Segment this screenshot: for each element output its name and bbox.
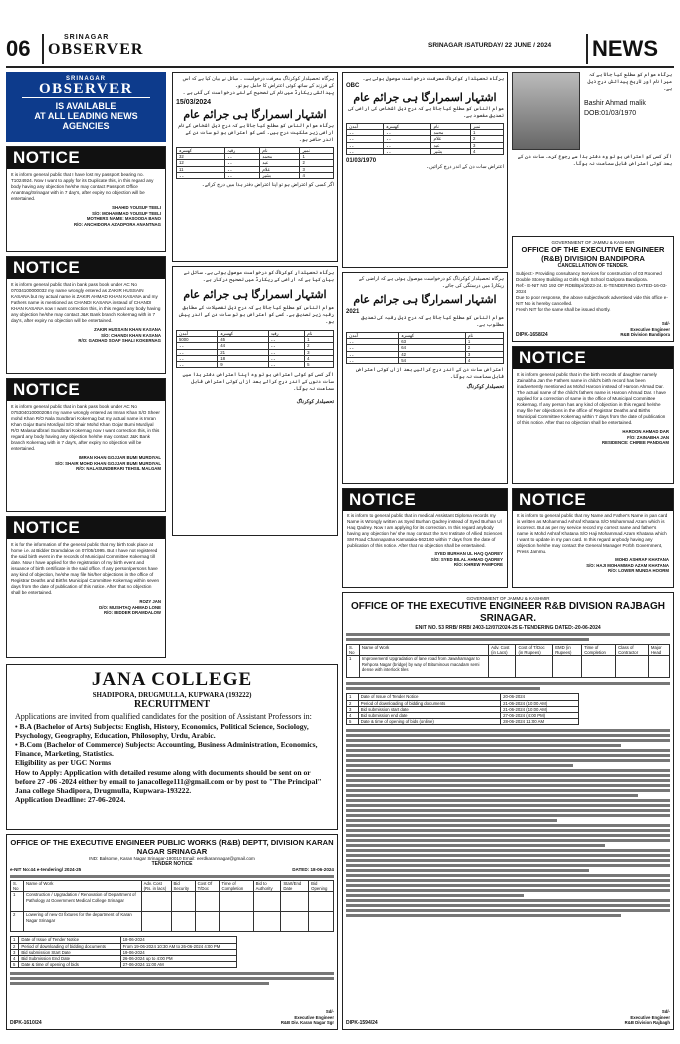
text-lines [10,972,334,975]
photo-notice [512,72,674,232]
notice-body: It is inform general public that in bank pass book under AC No 0753040100002084 my name wrongly entered as Imran Khan S/O Sheer mohd Khan R/O Nala Sundbrari Kokernag but my actual name is Imran Khan Gojar Bumi Mordiyal S/O Shair Mohd Khan Gojar Bumi Murdiyal R/O Malasundbrari Sundbrari Kokernag now I want correction this, in this regard any body having any objection he/she may contact J&K Bank branch Kokernag with in 7 day's, after expiry no objection will be entertained. [11,404,160,451]
signatory-sd: Sd/- [661,321,670,327]
signatory-address: R/O: LOWER MUNDA HOORM [608,568,669,574]
notice-passport [6,146,166,252]
signatory-name: HAROON AHMAD DAR [622,429,669,434]
signatory-father: D/O: MUSHTAQ AHMAD LONE [99,604,161,610]
urdu-land-table: کھسرہ رقبہ نام نمبر 32 ۔۔ محمد 1 12 ۔۔ عبد 2 11 ۔۔ غلام 3 ۔۔ ۔۔ بشیر 4 [176,147,334,179]
th-class: Class of Contractor [616,645,649,656]
masthead-title: OBSERVER [48,41,144,58]
notice-title: NOTICE [7,147,165,169]
notice-birth-rozy [6,516,166,658]
karan-nagar-tender [6,834,338,1030]
urdu-text: ہرگاہ عوام الناس کو مطلع کیا جاتا ہے کہ درج ذیل اشخاص کے نام اراضی زیر ملکیت درج ہیں۔ کسی کو اعتراض ہو تو سات دن کے اندر حاضر ہو۔ [178,123,334,143]
recruitment-intro: Applications are invited from qualified candidates for the position of Assistant Professors in: [15,712,312,721]
text-lines [10,875,334,878]
page-number: 06 [6,36,31,61]
person-name: Bashir Ahmad malik [584,100,646,107]
schedule-value: 19-06-2024 [120,949,236,955]
tender-table: S. No Name of Work Adv. Cost (in Lacs) Cost of T/Doc (in Rupees) EMD (in Rupees) Time of Completion Class of Contractor Major Head 1 Improvement/ Upgradation of lane road from Jawaharnagar to Rehpora Nagar (bridge) by way of Bituminous macadam semi dense with interlock tiles [346,644,670,678]
promo-line2: AT ALL LEADING NEWS [34,111,138,121]
th-authority: Bid to Authority [253,881,281,892]
notice-body: It is inform to general public that my Name and Father's Name in pan card is written as Mohammad Ashraf Khatana S/O Mohammad Azam which is incorrect. But as per my service record my correct name and father's name is Mohd Ashraf Khatana S/O Haji Mohammad Azam Khatana which I want to update in my pan card. In this regard anybody having any objection he/she may contact the General Manager Pcrbh Government, Press Jammu. [517,513,668,554]
schedule-value: From 19-06-2024 10:30 AM to 26-06-2024 4:00 PM [120,943,236,949]
recruitment-heading: RECRUITMENT [133,699,211,710]
schedule-value: 20-06-2024 [501,694,579,700]
dateline: SRINAGAR /SATURDAY/ 22 JUNE / 2024 [428,42,552,49]
tender-cancel: Due to poor response, the above subject/work advertised vide this office e-NIT No is hereby cancelled. [516,295,668,306]
th-security: Bid Security [171,881,195,892]
college-title: JANA COLLEGE [91,669,253,690]
urdu-obc: OBC [346,83,360,89]
signatory-name: ZAKIR HUSSAIN KHAN KASANA [94,327,161,332]
urdu-land-table: آمدن کھسرہ نام نمبر ۔۔ ۔۔ محمد 1 ۔۔ ۔۔ غلام 2 ۔۔ ۔۔ عبد 3 ۔۔ ۔۔ بشیر 4 [346,123,504,155]
dipr-number: DIPK-1594/24 [346,1020,378,1026]
schedule-value: 18-06-2024 [120,937,236,943]
notice-body: It is inform general public that I have lost my passport bearing no. T1024924. Now I want to apply for its Duplicate this, in this regard any body having any objection he/she may contact Passport Office Anantnag/Srinagar with in 7 day's, after expiry no objection will be entertained. [11,172,154,201]
urdu-heading: اشتہار اسمرارگا ہی جرائم عام [183,289,327,301]
schedule-label: Bid submission start date [358,706,500,712]
urdu-year: 2021 [346,309,360,315]
signatory-relation: F/O: ZAINABHA JAN [627,434,669,440]
work-name: Construction / Upgradation / Renovation of Department of Pathology at Government Medical College Srinagar [24,892,142,912]
office-title: OFFICE OF THE EXECUTIVE ENGINEER R&B DIVISION RAJBAGH SRINAGAR. [351,601,665,624]
notice-title: NOTICE [7,379,165,401]
text-lines [10,977,334,980]
urdu-date: 15/03/2024 [176,99,212,106]
schedule-label: Date & time of opening of bids (online) [358,719,500,725]
urdu-text: عوام الناس کو مطلع کیا جاتا ہے کہ درج ذیل اشخاص کی اراضی کی تصدیق مقصود ہے۔ [348,106,504,119]
urdu-heading: اشتہار اسمرارگا ہی جرائم عام [183,109,327,121]
th-dates: Start/End Date [281,881,309,892]
bcom-subjects: • B.Com (Bachelor of Commerce) Subjects: Accounting, Business Administration, Economics, Finance, Marketing, Statistics. [15,739,318,759]
notice-body: It is for the information of the general public that my birth took place at home i.e. at Bidder Dramdalow on 07/05/1995. But I have not registered the said birth event in the records of Municipal Committee Kokernag till date. Now I have applied for the registration of my birth event and issuance of birth certificate in the said office. If any person/persons have any kind of objection, he/she may file his/her objections in the office of Registrar Deaths and Births Municipal Committee Kokernag within seven days from the date of publication of this notice. After that no objection shall be entertained. [11,542,160,595]
eligibility: Eligibility as per UGC Norms [15,758,112,768]
schedule-label: Bid Submission End Date [19,956,120,962]
promo-brand: OBSERVER [22,82,150,98]
ba-subjects: • B.A (Bachelor of Arts) Subjects: English, History, Economics, Political Science, Sociology, Psychology, Geography, Education, Philosophy, Urdu, Arabic. [15,721,309,740]
urdu-text: عوام الناس کو مطلع کیا جاتا ہے کہ درج ذیل تفصیلات کے مطابق رقبہ زیر تصدیق ہے۔ کسی کو اعتراض ہو تو سات دن کے اندر پیش ہو۔ [178,305,334,325]
tender-dated: DATED: 18-06-2024 [292,867,334,872]
promo-box [6,72,166,142]
tender-table: S. No Name of Work Adv. Cost (Rs. in lacs) Bid Security Cost Of T/Doc Time of Completion Bid to Authority Start/End Date Bid Opening 1 Construction / Upgradation / Renovation of Department of Pathology at Government Medical College Srinagar 2 Lowering of new GI fixtures for the department of Karan Nagar Srinagar [10,880,334,932]
tender-ref: Ref:- E-NIT NO 192 OF RDB/Bpr/2023-24. E-TENDERING DATED-16-03-2024 [516,283,667,294]
urdu-text: ہرگاہ تحصیلدار کوکرناگ معرفت درخواست ۔ سائل نے بیان کیا ہے کہ اس کے فرزند کے ساتھ کوئی اعتراض کا حامل ہو تو۔ [182,76,334,89]
text-lines [346,687,540,690]
govt-line: GOVERNMENT OF JAMMU & KASHMIR [551,240,635,245]
signatory-address: R/O: GADHAD SOAF SHALI KOKERNAG [78,338,161,344]
office-subtitle: IND: Balsome, Karan Nagar Srinagar-190010 Email: eerdkarannagar@gmail.com [89,856,255,861]
notice-title: NOTICE [343,489,507,511]
promo-line1: IS AVAILABLE [55,101,117,111]
schedule-label: Date of Issue of Tender Notice [358,694,500,700]
text-lines [346,638,589,641]
urdu-text: اگر کسی کو اعتراض ہو تو اپنا اعتراض دفتر ہذا میں درج کرائے۔ [201,182,334,189]
signatory-address: R/O: ANCHIDORA AZADPORA ANANTNAG [73,221,161,227]
terms-text-block [346,729,670,917]
signatory-address: R/O: BIDDER DRAMDALOW [103,610,161,616]
th-work: Name of Work [359,645,488,656]
urdu-land-table: آمدن کھسرہ رقبہ نام 5000 45 ۔۔ 1 ۔۔ 44 ۔۔ 2 ۔۔ 21 ۔۔ 3 ۔۔ 18 ۔۔ 4 ۔۔ 9 ۔۔ 5 [176,330,334,368]
urdu-text: پیدائشی ریکارڈ میں نام کی تصحیح کے لئے درخواست کی گئی ہے ۔ [182,90,334,96]
urdu-signature: تحصیلدار کوکرناگ [296,399,334,406]
urdu-signature: تحصیلدار کوکرناگ [466,384,504,391]
notice-body: It is inform general public that in bank pass book under AC No 07034100000032 my name wrongly entered as ZAKIR HUSSAIN KASANA but my actual name is ZAKIR AHMAD KHAN KASANA and my Fathers name is mentioned as CHANDI KASANA instead of CHANDI KHAN KASANA now I want correction this, in this regard any body having any objection he/she may contact J&K Bank branch Kokernag with in 7 day's, after expiry no objection will be entertained. [11,282,161,323]
schedule-label: Period of downloading of bidding documents [19,943,120,949]
portrait-photo [512,72,580,150]
office-subtitle: ENIT NO. 53 RRB/ RRB/ 2403-12/07/2024-25 E-TENDERING DATED:-20-06-2024 [415,625,601,631]
th-tdoc: Cost Of T/Doc [195,881,219,892]
signatory-father: S/O: MOHAMMAD YOUSUF TEELI [92,210,161,216]
urdu-notice-top-right [342,72,508,268]
work-name: Lowering of new GI fixtures for the department of Karan Nagar Srinagar [24,912,142,932]
urdu-text: ہرگاہ تحصیلدار کوکرناگ کو درخواست موصول ہوئی ہے کہ اراضی کے ریکارڈ میں درستگی کی جائے۔ [358,276,504,289]
signatory-sd: Sd/- [325,1009,334,1015]
tender-ref: e-NIT No:44 e-tendering/ 2024-25 [10,867,82,872]
urdu-notice-bottom-middle [172,266,338,536]
urdu-date: 01/03/1970 [346,158,377,165]
schedule-value: 26-06-2024 up to 4:00 PM [120,956,236,962]
dipr-number: DIPK-1610/24 [10,1020,42,1026]
work-name: Improvement/ Upgradation of lane road from Jawaharnagar to Rehpora Nagar (bridge) by way of Bituminous macadam semi dense with interlock tiles [359,656,488,678]
signatory-office: R&B Division Rajbagh [624,1020,670,1026]
signatory-name: ROZY JAN [139,599,161,604]
dipr-number: DIPK-1658/24 [516,332,548,338]
schedule-label: Bid submission Start Date [19,949,120,955]
th-cost: Adv. Cost (Rs. in lacs) [141,881,171,892]
signatory-address: R/O: KHREW PAMPORE [453,562,503,568]
schedule-value: 28-06-2024 11:00 AM [501,719,579,725]
signatory-name: SYED BURHAN UL HAQ QADREY [434,551,503,556]
th-opening: Bid Opening [309,881,334,892]
signatory-name: MOHD ASHRAF KHATANA [615,557,669,562]
how-to-apply: How to Apply: Application with detailed resume along with documents should be sent on or before 27 -06 -2024 either by email to janacollege111@gmail.com or by post to "The Principal" Jana college Shadipora, Drugmulla, Kupwara-193222. [15,767,322,795]
promo-top: SRINAGAR [65,76,106,82]
th-work: Name of Work [24,881,142,892]
rajbagh-tender [342,592,674,1030]
th-time: Time of Completion [582,645,616,656]
bandipora-tender [512,236,674,342]
tender-label: TENDER NOTICE [151,861,193,867]
tender-fresh: Fresh NIT for the same shall be issued shortly. [516,307,611,312]
schedule-value: 21-06-2024 (10:00 AM) [501,706,579,712]
schedule-value: 27-06-2024 (4:00 PM) [501,713,579,719]
signatory-father: S/O: CHANDI KHAN KASANA [101,332,161,338]
signatory-name: IMRAN KHAN GOJJAR BUMI MURDIYAL [78,455,161,460]
signatory-mother: MOTHERS NAME: MASOODA BANO [86,216,161,222]
office-title: OFFICE OF THE EXECUTIVE ENGINEER PUBLIC WORKS (R&B) DEPTT, DIVISION KARAN NAGAR SRINAGAR [10,838,334,856]
signatory-father: S/O: SYED BILAL AHMAD QADREY [430,556,503,562]
schedule-table: 1 Date of Issue of Tender Notice 18-06-2024 2 Period of downloading of bidding documents From 19-06-2024 10:30 AM to 26-06-2024 4:00 PM 3 Bid submission Start Date 19-06-2024 4 Bid Submission End Date 26-06-2024 up to 4:00 PM 5 Date & time of opening of bids 27-06-2024 11:00 AM [10,936,237,968]
urdu-text: عوام الناس کو مطلع کیا جاتا ہے کہ درج ذیل رقبہ کی تصدیق مطلوب ہے۔ [361,315,504,328]
signatory-father: S/O: HAJI MOHAMMAD AZAM KHATANA [586,562,669,568]
college-address: SHADIPORA, DRUGMULLA, KUPWARA (193222) [92,691,252,699]
th-sno: S. No [11,881,24,892]
schedule-label: Bid submission end date [358,713,500,719]
urdu-heading: اشتہار اسمرارگا ہی جرائم عام [353,294,497,306]
masthead-top: SRINAGAR [64,34,110,41]
urdu-heading: اشتہار اسمرارگا ہی جرائم عام [353,92,497,104]
schedule-value: 27-06-2024 11:00 AM [120,962,236,968]
urdu-text: اگر کسی کو اعتراض ہو تو وہ دفتر ہذا سے رجوع کرے۔ سات دن کے بعد کوئی اعتراض قابل سماعت نہ ہوگا۔ [517,154,672,167]
signatory-title: Executive Engineer [630,326,670,332]
jana-college-ad [6,664,338,830]
urdu-text: اعتراض سات دن کے اندر درج کرائیں بعد ازاں کوئی اعتراض قابل سماعت نہ ہوگا۔ [355,367,504,381]
notice-title: NOTICE [7,257,165,279]
section-title: NEWS [592,36,658,61]
text-lines [346,633,670,636]
signatory-address: R/O: NALASUNDBRARI TEHSIL MALGAM [76,466,161,472]
signatory-name: SHAHID YOUSUF TEELI [112,205,161,210]
notice-title: NOTICE [7,517,165,539]
application-deadline: Application Deadline: 27-06-2024. [15,795,126,805]
notice-title: NOTICE [513,347,673,369]
th-tdoc: Cost of T/Doc (in Rupees) [516,645,553,656]
notice-diploma-burhan [342,488,508,588]
urdu-text: اگر کسی کو کوئی اعتراض ہو تو وہ اپنا اعتراض دفتر ہذا میں سات دنوں کے اندر درج کرائے بعد ازاں کوئی اعتراض قابل سماعت نہ ہوگا۔ [182,372,334,393]
urdu-text: ہرگاہ عوام کو مطلع کیا جاتا ہے کہ میرا نام اور تاریخ پیدائش درج ذیل ہے۔ [587,72,672,92]
text-lines [346,682,670,685]
signatory-address: RESIDENCE: CHIREE PANDGAM [601,440,669,446]
schedule-label: Date of Issue of Tender Notice [19,937,120,943]
urdu-notice-top-middle [172,72,338,262]
person-dob: DOB:01/03/1970 [584,110,637,117]
notice-pancard-ashraf [512,488,674,588]
office-subtitle: CANCELLATION OF TENDER. [557,263,629,269]
schedule-value: 21-06-2024 (10:00 AM) [501,700,579,706]
th-time: Time of Completion [219,881,253,892]
urdu-text: اعتراض سات دن کے اندر درج کرائیں۔ [426,164,504,171]
promo-line3: AGENCIES [62,121,110,131]
signatory-title: Executive Engineer [630,1014,670,1020]
notice-body: It is inform to general public that in medical Assistant Diploma records my Name is Wrongly written as Syed Burhan Qadrey instead of Syed Burhan Ul Haq Qadrey. Now I am applying for its correction. In this regard anybody having any objection he/ she may contact the SAI Institute of Allied Sciences SM Road Channapatna Karnataka-562160 within 7 days from the date of publication of this notice. After that no objection shall be entertained. [347,513,503,548]
notice-bank-imran [6,378,166,512]
urdu-notice-bottom-right [342,272,508,484]
signatory-office: R&B Division Bandipora [620,332,670,338]
schedule-label: Period of downloading of bidding documents [358,700,500,706]
th-sno: S. No [347,645,360,656]
signatory-father: S/O: SHAIR MOHD KHAN GOJJAR BUMI MURDIYAL [55,460,161,466]
th-head: Major Head [648,645,669,656]
masthead [48,34,188,66]
govt-line: GOVERNMENT OF JAMMU & KASHMIR [466,596,550,601]
urdu-land-table: آمدن کھسرہ نام ۔۔ 63 1 ۔۔ 64 2 ۔۔ 42 3 ۔۔ 54 4 [346,332,504,364]
urdu-text: ہرگاہ تحصیلدار کوکرناگ کو درخواست موصول ہوئی ہے۔ سائل نے بیان کیا ہے کہ اراضی کے ریکارڈ میں تصحیح درکار ہے۔ [183,270,334,283]
th-emd: EMD (in Rupees) [553,645,582,656]
signatory-title: Executive Engineer [294,1014,334,1020]
notice-bank-kasana [6,256,166,374]
office-title: OFFICE OF THE EXECUTIVE ENGINEER (R&B) DIVISION BANDIPORA [521,245,665,263]
notice-birth-zainabha [512,346,674,484]
notice-title: NOTICE [513,489,673,511]
th-cost: Adv. Cost (in Lacs) [489,645,516,656]
schedule-label: Date & time of opening of bids [19,962,120,968]
notice-body: It is inform general public that in the birth records of daughter namely Zainabha Jan the Fathers name in child's birth record has been inadvertently mentioned as Mohd Haroon instead of Haroon Ahmad Dar. The actual name of the child's fathers name is Haroon Ahmad Dar. I have applied for a correction of same in the office of Municipal Committee Kokernag. If any person has any kind of objection in this regard he/she may file her objections in the office of Registrar Deaths and Births Municipal Committee Kokernag within 7 days from the date of publication of this notice. After that no objection shall be entertained. [517,372,666,425]
text-lines [10,982,269,985]
signatory-sd: Sd/- [661,1009,670,1015]
tender-subject: Subject:- Providing consultancy Services for construction of 03 Roomed Double Storey Building at Girls High School Gazipora Bandipora. [516,271,662,282]
signatory-office: R&B Div. Karan Nagar Sgr [280,1020,334,1026]
urdu-text: ہرگاہ تحصیلدار کوکرناگ معرفت درخواست موصول ہوئی ہے۔ [362,76,504,82]
schedule-table: 1 Date of Issue of Tender Notice 20-06-2024 2 Period of downloading of bidding documents 21-06-2024 (10:00 AM) 3 Bid submission start date 21-06-2024 (10:00 AM) 4 Bid submission end date 27-06-2024 (4:00 PM) 5 Date & time of opening of bids (online) 28-06-2024 11:00 AM [346,693,579,725]
